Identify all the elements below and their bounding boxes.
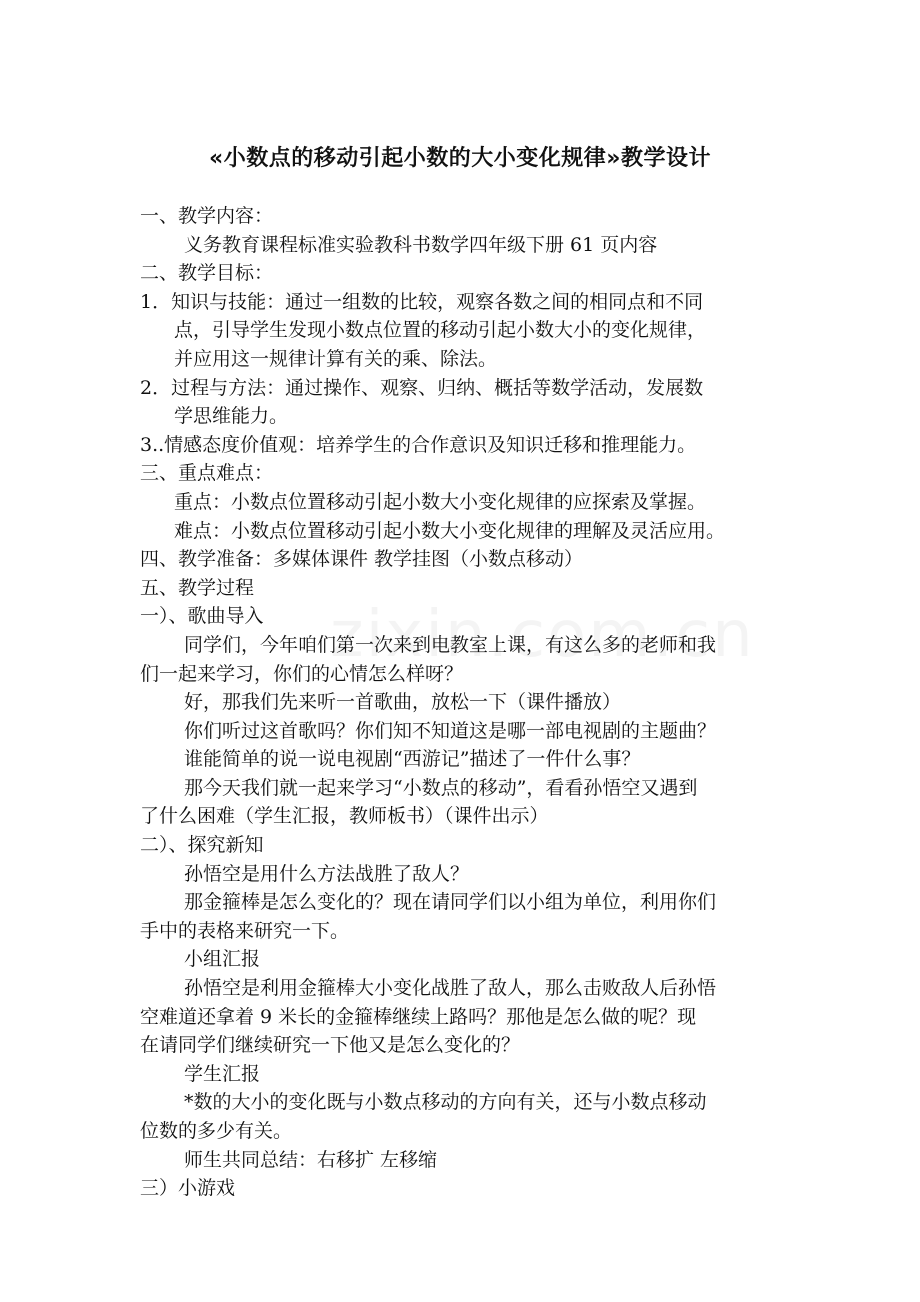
text-line: 一）、歌曲导入 — [140, 605, 264, 628]
text-line: 三、重点难点： — [140, 462, 274, 485]
text-line: 二、教学目标： — [140, 262, 274, 285]
text-line: 重点：小数点位置移动引起小数大小变化规律的应探索及掌握。 — [174, 490, 707, 513]
text-line: 2．过程与方法：通过操作、观察、归纳、概括等数学活动，发展数 — [140, 376, 704, 399]
text-line: 位数的多少有关。 — [140, 1120, 293, 1142]
text-line: 孙悟空是用什么方法战胜了敌人？ — [184, 862, 470, 885]
text-line: 四、教学准备：多媒体课件 教学挂图（小数点移动） — [140, 548, 584, 571]
text-line: 学思维能力。 — [174, 405, 289, 428]
text-line: 并应用这一规律计算有关的乘、除法。 — [174, 347, 498, 370]
text-line: 1．知识与技能：通过一组数的比较，观察各数之间的相同点和不同 — [140, 290, 704, 313]
text-line: 空难道还拿着 9 米长的金箍棒继续上路吗？那他是怎么做的呢？现 — [140, 1005, 697, 1028]
text-line: 师生共同总结：右移扩 左移缩 — [184, 1148, 438, 1171]
text-line: 小组汇报 — [184, 948, 261, 971]
text-line: 同学们，今年咱们第一次来到电教室上课，有这么多的老师和我 — [184, 633, 717, 656]
text-line: 学生汇报 — [184, 1062, 261, 1085]
text-line: 五、教学过程 — [140, 576, 255, 599]
text-line: 了什么困难（学生汇报，教师板书）（课件出示） — [140, 805, 549, 828]
document-body — [140, 202, 790, 1203]
text-line: 点，引导学生发现小数点位置的移动引起小数大小的变化规律， — [174, 319, 707, 342]
text-line: 难点：小数点位置移动引起小数大小变化规律的理解及灵活应用。 — [174, 519, 726, 542]
text-line: 那今天我们就一起来学习“小数点的移动”，看看孙悟空又遇到 — [184, 776, 698, 799]
text-line: 一、教学内容： — [140, 205, 274, 227]
text-line: 谁能简单的说一说电视剧“西游记”描述了一件什么事？ — [184, 748, 641, 771]
text-line: 在请同学们继续研究一下他又是怎么变化的？ — [140, 1034, 521, 1057]
text-line: 孙悟空是利用金箍棒大小变化战胜了敌人，那么击败敌人后孙悟 — [184, 977, 717, 1000]
text-line: 你们听过这首歌吗？你们知不知道这是哪一部电视剧的主题曲？ — [184, 719, 717, 742]
text-line: 三）小游戏 — [140, 1177, 236, 1200]
text-line: 手中的表格来研究一下。 — [140, 919, 350, 942]
text-line: 义务教育课程标准实验教科书数学四年级下册 61 页内容 — [184, 233, 658, 256]
text-line: 3..情感态度价值观：培养学生的合作意识及知识迁移和推理能力。 — [140, 433, 697, 456]
text-line: 们一起来学习，你们的心情怎么样呀？ — [140, 662, 464, 685]
text-line: 好，那我们先来听一首歌曲，放松一下（课件播放） — [184, 691, 622, 714]
text-line: 二）、探究新知 — [140, 834, 264, 857]
document-title: «小数点的移动引起小数的大小变化规律»教学设计 — [209, 146, 711, 171]
text-line: *数的大小的变化既与小数点移动的方向有关，还与小数点移动 — [184, 1091, 707, 1114]
text-line: 那金箍棒是怎么变化的？现在请同学们以小组为单位，利用你们 — [184, 891, 717, 914]
